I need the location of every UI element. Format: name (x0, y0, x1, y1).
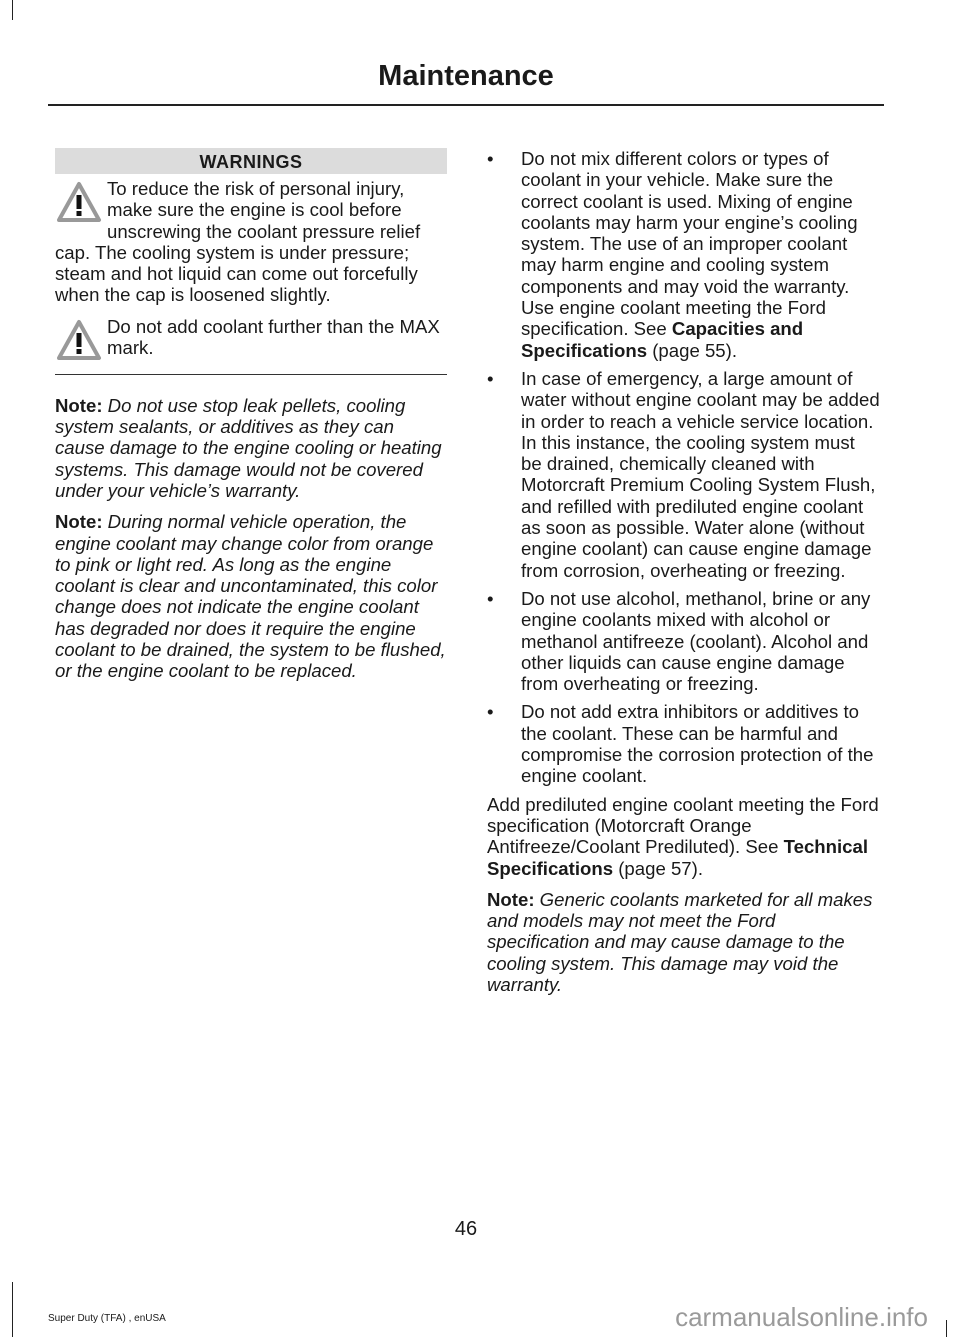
list-text: In case of emergency, a large amount of water without engine coolant may be added in order to reach a vehicle service location. In this instance, the cooling system must be drained, chemically cleaned with Motorcraft Premium Cooling System Flush, and refilled with prediluted engine coolant as soon as possible. Water alone (without engine coolant) can cause engine damage from corrosion, overheating or freezing. (521, 367, 880, 581)
crop-mark (12, 1282, 13, 1337)
list-text: Do not add extra inhibitors or additives to the coolant. These can be harmful and compromise the corrosion protection of the engine coolant. (521, 701, 874, 787)
note-paragraph (487, 889, 880, 995)
watermark: carmanualsonline.info (675, 1302, 928, 1332)
bullet: • (487, 148, 494, 169)
note-paragraph (55, 395, 447, 501)
warning-item (55, 178, 447, 306)
note-label: Note: (55, 394, 103, 416)
note-paragraph (55, 511, 447, 681)
page-number: 46 (454, 1218, 478, 1240)
footer-text: Super Duty (TFA) , enUSA (48, 1313, 166, 1324)
list-item (487, 701, 880, 786)
bullet: • (487, 701, 494, 723)
warning-triangle-icon (55, 180, 103, 224)
header-divider (48, 104, 884, 106)
note-text: Generic coolants marketed for all makes and models may not meet the Ford specification and may cause damage to the cooling system. This damage may void the warranty. (487, 888, 873, 995)
crop-mark (12, 0, 13, 20)
bullet: • (487, 367, 494, 389)
note-label: Note: (487, 888, 535, 910)
list-item (487, 588, 880, 694)
left-column (55, 148, 447, 692)
list-text: (page 55). (647, 339, 737, 361)
note-text: During normal vehicle operation, the engine coolant may change color from orange to pink or light red. As long as the engine coolant is clear and uncontaminated, this color change does not indicate the engine coolant has degraded nor does it require the engine coolant to be drained, the system to be flushed, or the engine coolant to be replaced. (55, 511, 446, 682)
body-paragraph (487, 794, 880, 879)
page-title: Maintenance (378, 60, 554, 92)
right-column (487, 148, 880, 1005)
list-item (487, 368, 880, 581)
warning-text: To reduce the risk of personal injury, make sure the engine is cool before unscrewing the coolant pressure relief cap. The cooling system is under pressure; steam and hot liquid can come out forcefully when the cap is loosened slightly. (55, 178, 421, 306)
list-item (487, 148, 880, 361)
bullet: • (487, 587, 494, 609)
cross-reference-link[interactable]: Capacities and Specifications (521, 318, 804, 361)
warning-item (55, 316, 447, 375)
bullet-list (487, 148, 880, 787)
list-text: Do not use alcohol, methanol, brine or any engine coolants mixed with alcohol or methanol antifreeze (coolant). Alcohol and other liquids can cause engine damage from overheating or freezing. (521, 587, 871, 695)
list-text: Do not mix different colors or types of coolant in your vehicle. Make sure the correct coolant is used. Mixing of engine coolants may harm your engine’s cooling system. The use of an improper coolant may harm engine and cooling system components and may void the warranty. Use engine coolant meeting the Ford specification. See (521, 148, 858, 340)
body-text: (page 57). (613, 857, 703, 879)
cross-reference-link[interactable]: Technical Specifications (487, 836, 869, 879)
warning-triangle-icon (55, 318, 103, 362)
warnings-heading: WARNINGS (55, 148, 447, 174)
warning-text: Do not add coolant further than the MAX mark. (107, 315, 440, 359)
body-text: Add prediluted engine coolant meeting the Ford specification (Motorcraft Orange Antifreeze/Coolant Prediluted). See (487, 793, 879, 858)
note-text: Do not use stop leak pellets, cooling system sealants, or additives as they can cause damage to the engine cooling or heating systems. This damage would not be covered under your vehicle’s warranty. (55, 394, 442, 501)
crop-mark (946, 1320, 947, 1337)
note-label: Note: (55, 511, 103, 533)
